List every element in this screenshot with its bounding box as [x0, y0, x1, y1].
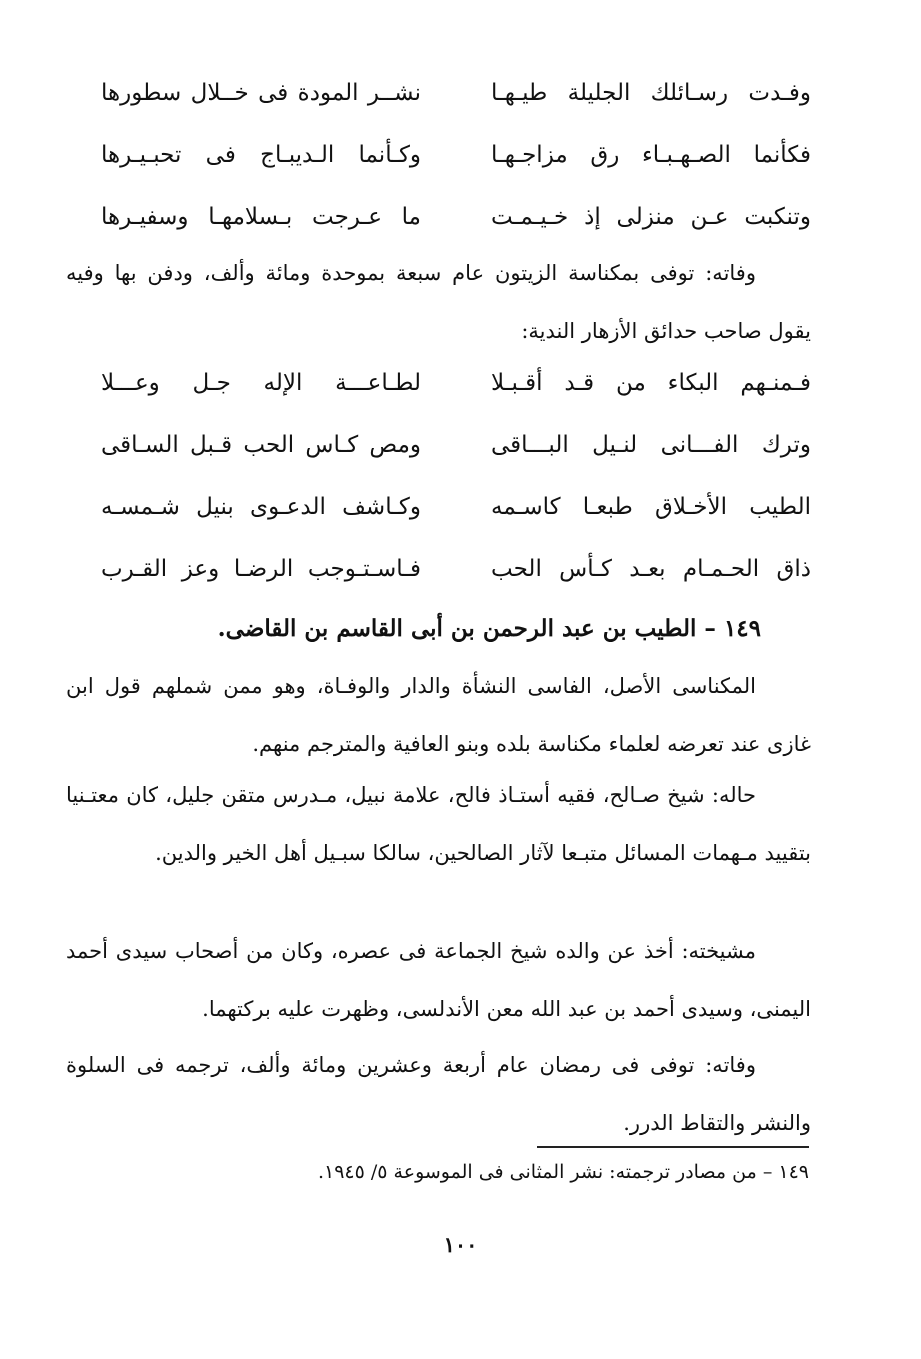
verse-line	[101, 538, 811, 600]
verse-line	[101, 476, 811, 538]
verse-second-hemistich: ومص كـاس الحب قـبل السـاقى	[101, 432, 421, 458]
condition-paragraph: حاله: شيخ صـالح، فقيه أستـاذ فالح، علامة نبيل، مـدرس متقن جليل، كان معتـنيا بتقييد مـهمات المسائل متبـعا لآثار الصالحين، سالكا سبـيل أهل الخير والدين.	[66, 783, 811, 865]
verse-second-hemistich: وكـاشف الدعـوى بنيل شـمسـه	[101, 494, 421, 520]
verse-first-hemistich: الطيب الأخـلاق طبعـا كاسـمه	[491, 494, 811, 520]
verse-first-hemistich: فـمنـهم البكاء من قـد أقـبـلا	[491, 370, 811, 396]
verse-first-hemistich: وفـدت رسـائلك الجليلة طيـهـا	[491, 80, 811, 106]
verse-line	[101, 414, 811, 476]
verse-second-hemistich: ما عـرجت بـسلامهـا وسفيـرها	[101, 204, 421, 230]
verse-first-hemistich: فكأنما الصـهـبـاء رق مزاجـهـا	[491, 142, 811, 168]
origin-paragraph: المكناسى الأصل، الفاسى النشأة والدار والوفـاة، وهو ممن شملهم قول ابن غازى عند تعرضه لعلماء مكناسة بلده وبنو العافية والمترجم منهم.	[66, 674, 811, 756]
verse-first-hemistich: ذاق الحـمـام بعـد كـأس الحب	[491, 556, 811, 582]
verse-first-hemistich: وتنكبت عـن منزلى إذ خـيـمـت	[491, 204, 811, 230]
footnote-divider	[537, 1146, 809, 1148]
death-note-paragraph: وفاته: توفى بمكناسة الزيتون عام سبعة بموحدة ومائة وألف، ودفن بها وفيه يقول صاحب حدائق الأزهار الندية:	[66, 261, 811, 343]
verse-second-hemistich: وكـأنما الـديبـاج فى تحبـيـرها	[101, 142, 421, 168]
verse-line	[101, 62, 811, 124]
entry-heading: ١٤٩ – الطيب بن عبد الرحمن بن أبى القاسم بن القاضى.	[217, 615, 761, 642]
death-paragraph: وفاته: توفى فى رمضان عام أربعة وعشرين ومائة وألف، ترجمه فى السلوة والنشر والتقاط الدرر.	[66, 1053, 811, 1135]
verse-line	[101, 186, 811, 248]
verse-second-hemistich: نشــر المودة فى خــلال سطورها	[101, 80, 421, 106]
poem-2	[101, 352, 811, 600]
verse-line	[101, 124, 811, 186]
verse-first-hemistich: وترك الفـــانى لنـيل البـــاقى	[491, 432, 811, 458]
footnote: ١٤٩ – من مصادر ترجمته: نشر المثانى فى الموسوعة ٥/ ١٩٤٥.	[317, 1161, 809, 1183]
poem-1	[101, 62, 811, 248]
teachers-paragraph: مشيخته: أخذ عن والده شيخ الجماعة فى عصره، وكان من أصحاب سيدى أحمد اليمنى، وسيدى أحمد بن عبد الله معن الأندلسى، وظهرت عليه بركتهما.	[66, 939, 811, 1021]
verse-second-hemistich: لطـاعـــة الإله جـل وعـــلا	[101, 370, 421, 396]
page-number: ١٠٠	[443, 1232, 478, 1257]
verse-second-hemistich: فـاسـتـوجب الرضـا وعز القـرب	[101, 556, 421, 582]
verse-line	[101, 352, 811, 414]
